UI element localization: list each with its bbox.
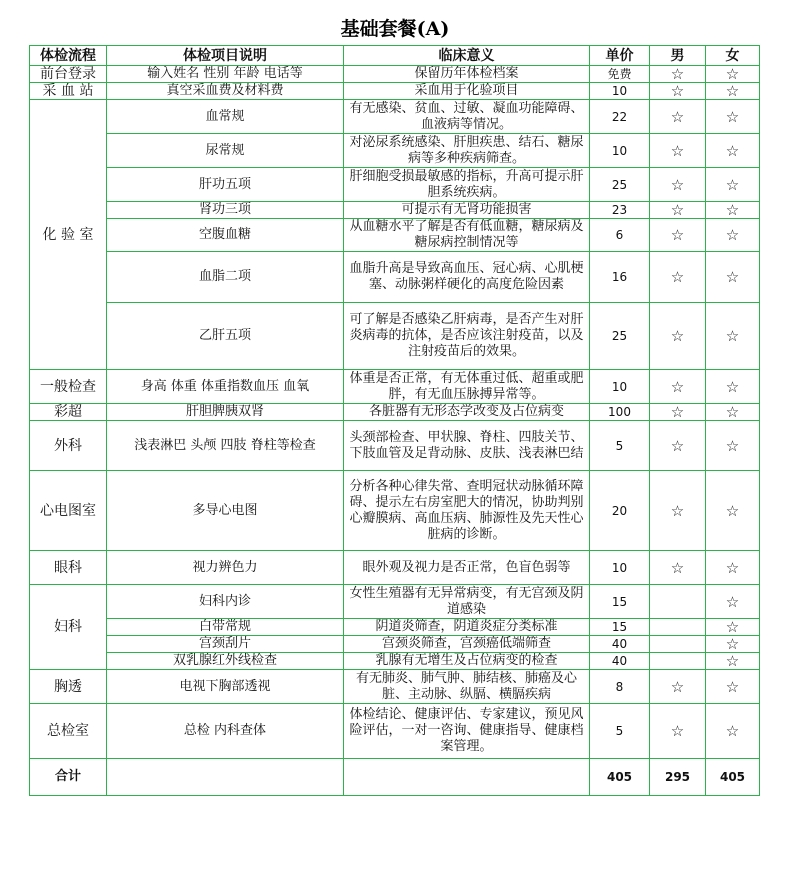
table-row bbox=[30, 585, 760, 619]
flow-cell: 前台登录 bbox=[30, 66, 107, 83]
total-empty bbox=[107, 759, 344, 796]
meaning-cell: 血脂升高是导致高血压、冠心病、心肌梗塞、动脉粥样硬化的高度危险因素 bbox=[344, 252, 590, 303]
male-star-icon: ☆ bbox=[650, 670, 706, 704]
meaning-cell: 保留历年体检档案 bbox=[344, 66, 590, 83]
item-cell: 双乳腺红外线检查 bbox=[107, 653, 344, 670]
female-star-icon: ☆ bbox=[706, 404, 760, 421]
male-star-icon bbox=[650, 653, 706, 670]
male-star-icon: ☆ bbox=[650, 421, 706, 471]
male-star-icon: ☆ bbox=[650, 202, 706, 219]
price-cell: 15 bbox=[590, 585, 650, 619]
meaning-cell: 眼外观及视力是否正常，色盲色弱等 bbox=[344, 551, 590, 585]
table-row bbox=[30, 66, 760, 83]
male-star-icon: ☆ bbox=[650, 471, 706, 551]
female-star-icon: ☆ bbox=[706, 100, 760, 134]
table-body bbox=[30, 66, 760, 796]
female-star-icon: ☆ bbox=[706, 252, 760, 303]
female-star-icon: ☆ bbox=[706, 370, 760, 404]
table-row bbox=[30, 404, 760, 421]
meaning-cell: 阴道炎筛查，阴道炎症分类标准 bbox=[344, 619, 590, 636]
price-cell: 5 bbox=[590, 704, 650, 759]
price-cell: 20 bbox=[590, 471, 650, 551]
total-price: 405 bbox=[590, 759, 650, 796]
flow-cell: 一般检查 bbox=[30, 370, 107, 404]
male-star-icon bbox=[650, 585, 706, 619]
flow-cell: 外科 bbox=[30, 421, 107, 471]
table-row bbox=[30, 471, 760, 551]
meaning-cell: 分析各种心律失常、查明冠状动脉循环障碍、提示左右房室肥大的情况，协助判别心瓣膜病、高血压病、肺源性及先天性心脏病的诊断。 bbox=[344, 471, 590, 551]
male-star-icon: ☆ bbox=[650, 168, 706, 202]
price-cell: 23 bbox=[590, 202, 650, 219]
flow-cell-lab: 化 验 室 bbox=[30, 100, 107, 370]
total-empty bbox=[344, 759, 590, 796]
item-cell: 总检 内科查体 bbox=[107, 704, 344, 759]
price-cell: 15 bbox=[590, 619, 650, 636]
female-star-icon: ☆ bbox=[706, 670, 760, 704]
table-row bbox=[30, 370, 760, 404]
price-cell: 25 bbox=[590, 303, 650, 370]
flow-cell: 采 血 站 bbox=[30, 83, 107, 100]
price-cell: 100 bbox=[590, 404, 650, 421]
flow-cell: 胸透 bbox=[30, 670, 107, 704]
header-meaning: 临床意义 bbox=[344, 46, 590, 66]
item-cell: 肝功五项 bbox=[107, 168, 344, 202]
header-flow: 体检流程 bbox=[30, 46, 107, 66]
item-cell: 宫颈刮片 bbox=[107, 636, 344, 653]
meaning-cell: 女性生殖器有无异常病变，有无宫颈及阴道感染 bbox=[344, 585, 590, 619]
price-cell: 40 bbox=[590, 636, 650, 653]
table-row bbox=[30, 619, 760, 636]
price-cell: 6 bbox=[590, 219, 650, 252]
female-star-icon: ☆ bbox=[706, 585, 760, 619]
male-star-icon bbox=[650, 636, 706, 653]
price-cell: 免费 bbox=[590, 66, 650, 83]
female-star-icon: ☆ bbox=[706, 704, 760, 759]
price-cell: 5 bbox=[590, 421, 650, 471]
header-price: 单价 bbox=[590, 46, 650, 66]
female-star-icon: ☆ bbox=[706, 653, 760, 670]
meaning-cell: 从血糖水平了解是否有低血糖，糖尿病及糖尿病控制情况等 bbox=[344, 219, 590, 252]
meaning-cell: 可了解是否感染乙肝病毒，是否产生对肝炎病毒的抗体，是否应该注射疫苗，以及注射疫苗后的效果。 bbox=[344, 303, 590, 370]
item-cell: 空腹血糖 bbox=[107, 219, 344, 252]
price-cell: 10 bbox=[590, 370, 650, 404]
item-cell: 尿常规 bbox=[107, 134, 344, 168]
table-row bbox=[30, 219, 760, 252]
meaning-cell: 体重是否正常，有无体重过低、超重或肥胖，有无血压脉搏异常等。 bbox=[344, 370, 590, 404]
male-star-icon bbox=[650, 619, 706, 636]
female-star-icon: ☆ bbox=[706, 303, 760, 370]
female-star-icon: ☆ bbox=[706, 83, 760, 100]
meaning-cell: 各脏器有无形态学改变及占位病变 bbox=[344, 404, 590, 421]
item-cell: 乙肝五项 bbox=[107, 303, 344, 370]
table-row bbox=[30, 168, 760, 202]
table-row bbox=[30, 83, 760, 100]
table-row bbox=[30, 670, 760, 704]
female-star-icon: ☆ bbox=[706, 202, 760, 219]
item-cell: 输入姓名 性别 年龄 电话等 bbox=[107, 66, 344, 83]
item-cell: 浅表淋巴 头颅 四肢 脊柱等检查 bbox=[107, 421, 344, 471]
total-row bbox=[30, 759, 760, 796]
table-row bbox=[30, 636, 760, 653]
male-star-icon: ☆ bbox=[650, 704, 706, 759]
male-star-icon: ☆ bbox=[650, 134, 706, 168]
flow-cell: 彩超 bbox=[30, 404, 107, 421]
male-star-icon: ☆ bbox=[650, 404, 706, 421]
male-star-icon: ☆ bbox=[650, 83, 706, 100]
item-cell: 血常规 bbox=[107, 100, 344, 134]
price-cell: 16 bbox=[590, 252, 650, 303]
meaning-cell: 可提示有无肾功能损害 bbox=[344, 202, 590, 219]
male-star-icon: ☆ bbox=[650, 219, 706, 252]
item-cell: 多导心电图 bbox=[107, 471, 344, 551]
female-star-icon: ☆ bbox=[706, 551, 760, 585]
female-star-icon: ☆ bbox=[706, 168, 760, 202]
price-cell: 10 bbox=[590, 83, 650, 100]
item-cell: 身高 体重 体重指数血压 血氧 bbox=[107, 370, 344, 404]
meaning-cell: 有无感染、贫血、过敏、凝血功能障碍、血液病等情况。 bbox=[344, 100, 590, 134]
total-male: 295 bbox=[650, 759, 706, 796]
total-female: 405 bbox=[706, 759, 760, 796]
female-star-icon: ☆ bbox=[706, 219, 760, 252]
header-female: 女 bbox=[706, 46, 760, 66]
female-star-icon: ☆ bbox=[706, 66, 760, 83]
flow-cell: 心电图室 bbox=[30, 471, 107, 551]
item-cell: 白带常规 bbox=[107, 619, 344, 636]
meaning-cell: 有无肺炎、肺气肿、肺结核、肺癌及心脏、主动脉、纵膈、横膈疾病 bbox=[344, 670, 590, 704]
item-cell: 视力辨色力 bbox=[107, 551, 344, 585]
item-cell: 肝胆脾胰双肾 bbox=[107, 404, 344, 421]
package-table bbox=[29, 45, 760, 796]
price-cell: 25 bbox=[590, 168, 650, 202]
meaning-cell: 对泌尿系统感染、肝胆疾患、结石、糖尿病等多种疾病筛查。 bbox=[344, 134, 590, 168]
meaning-cell: 采血用于化验项目 bbox=[344, 83, 590, 100]
table-header-row bbox=[30, 46, 760, 66]
female-star-icon: ☆ bbox=[706, 636, 760, 653]
item-cell: 血脂二项 bbox=[107, 252, 344, 303]
female-star-icon: ☆ bbox=[706, 421, 760, 471]
female-star-icon: ☆ bbox=[706, 471, 760, 551]
table-row bbox=[30, 421, 760, 471]
male-star-icon: ☆ bbox=[650, 551, 706, 585]
male-star-icon: ☆ bbox=[650, 66, 706, 83]
male-star-icon: ☆ bbox=[650, 252, 706, 303]
table-row bbox=[30, 303, 760, 370]
meaning-cell: 乳腺有无增生及占位病变的检查 bbox=[344, 653, 590, 670]
price-cell: 10 bbox=[590, 134, 650, 168]
flow-cell: 总检室 bbox=[30, 704, 107, 759]
item-cell: 妇科内诊 bbox=[107, 585, 344, 619]
table-row bbox=[30, 704, 760, 759]
meaning-cell: 体检结论、健康评估、专家建议，预见风险评估，一对一咨询、健康指导、健康档案管理。 bbox=[344, 704, 590, 759]
item-cell: 电视下胸部透视 bbox=[107, 670, 344, 704]
male-star-icon: ☆ bbox=[650, 370, 706, 404]
page-title: 基础套餐(A) bbox=[340, 18, 450, 40]
table-row bbox=[30, 653, 760, 670]
female-star-icon: ☆ bbox=[706, 134, 760, 168]
table-row bbox=[30, 202, 760, 219]
table-row bbox=[30, 551, 760, 585]
table-row bbox=[30, 100, 760, 134]
table-row bbox=[30, 252, 760, 303]
table-row bbox=[30, 134, 760, 168]
item-cell: 肾功三项 bbox=[107, 202, 344, 219]
male-star-icon: ☆ bbox=[650, 303, 706, 370]
meaning-cell: 宫颈炎筛查，宫颈癌低端筛查 bbox=[344, 636, 590, 653]
meaning-cell: 肝细胞受损最敏感的指标，升高可提示肝胆系统疾病。 bbox=[344, 168, 590, 202]
price-cell: 10 bbox=[590, 551, 650, 585]
header-male: 男 bbox=[650, 46, 706, 66]
price-cell: 8 bbox=[590, 670, 650, 704]
price-cell: 22 bbox=[590, 100, 650, 134]
flow-cell: 眼科 bbox=[30, 551, 107, 585]
female-star-icon: ☆ bbox=[706, 619, 760, 636]
price-cell: 40 bbox=[590, 653, 650, 670]
item-cell: 真空采血费及材料费 bbox=[107, 83, 344, 100]
total-label: 合计 bbox=[30, 759, 107, 796]
meaning-cell: 头颈部检查、甲状腺、脊柱、四肢关节、下肢血管及足背动脉、皮肤、浅表淋巴结 bbox=[344, 421, 590, 471]
flow-cell-gyn: 妇科 bbox=[30, 585, 107, 670]
header-item: 体检项目说明 bbox=[107, 46, 344, 66]
male-star-icon: ☆ bbox=[650, 100, 706, 134]
